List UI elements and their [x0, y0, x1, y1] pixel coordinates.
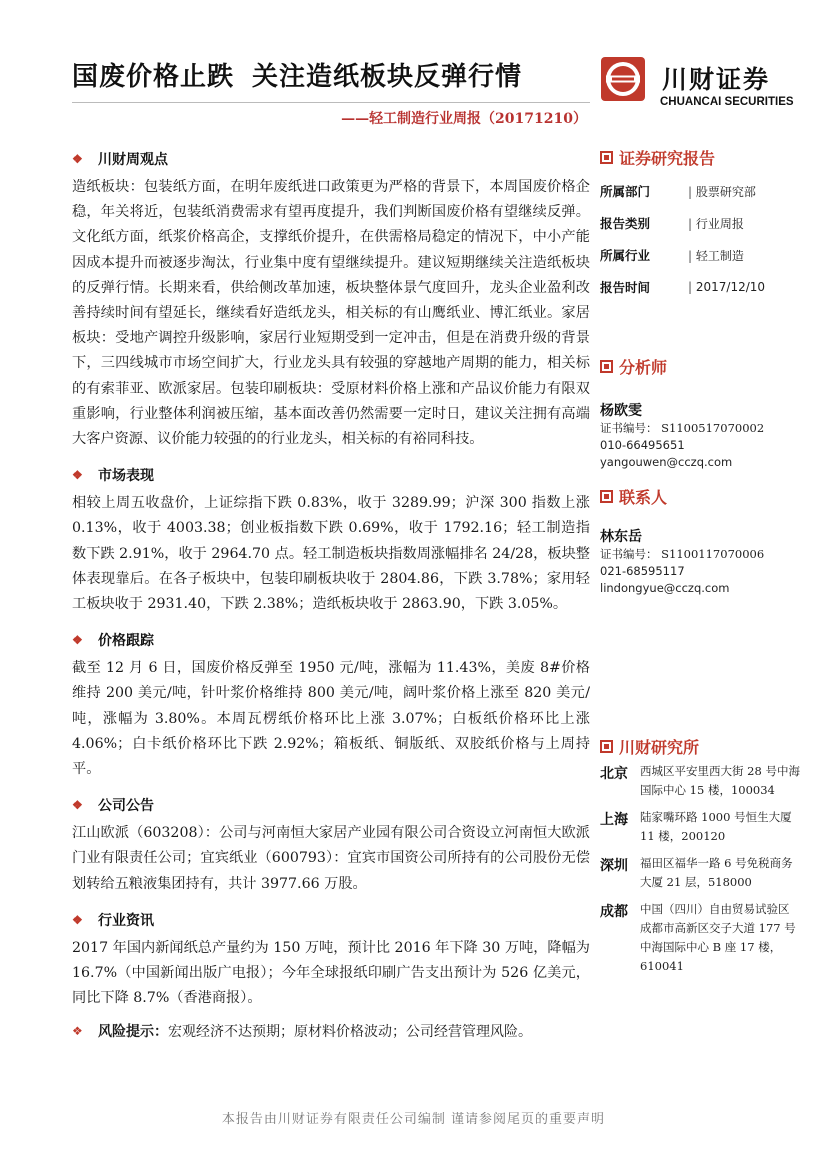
- analyst-email[interactable]: yangouwen@cczq.com: [600, 455, 733, 469]
- section-title: 川财周观点: [98, 152, 168, 168]
- info-key: 所属行业: [600, 248, 651, 263]
- contact-phone: 021-68595117: [600, 564, 685, 578]
- info-row-department: [600, 175, 800, 207]
- sidebar-heading-text: 联系人: [619, 488, 668, 507]
- logo-chinese-name: 川财证券: [662, 65, 771, 94]
- contact-cert: 证书编号： S1100117070006: [600, 547, 765, 561]
- section-heading-company: [72, 794, 590, 816]
- section-title: 公司公告: [98, 798, 154, 815]
- section-title: 价格跟踪: [98, 633, 154, 650]
- market-paragraph: 相较上周五收盘价，上证综指下跌 0.83%，收于 3289.99；沪深 300 指数上涨 0.13%，收于 4003.38；创业板指数下跌 0.69%，收于 1792.16；轻工制造指数下跌 2.91%，收于 2964.70 点。轻工制造板块指数周涨幅排名 24/28，板块整体表现靠后。在各子板块中，包装印刷板块收于 2804.86，下跌 3.78%；家用轻工板块收于 2931.40，下跌 2.38%；造纸板块收于 2863.90，下跌 3.05%。: [72, 495, 590, 613]
- section-heading-price: [72, 629, 590, 651]
- sidebar-heading-contact: [600, 485, 800, 508]
- diamond-bullet-icon: ❖: [72, 798, 83, 813]
- office-address: 中国（四川）自由贸易试验区成都市高新区交子大道 177 号中海国际中心 B 座 17 楼，610041: [640, 902, 796, 973]
- diamond-bullet-icon: ❖: [72, 633, 83, 648]
- office-chengdu: [600, 900, 800, 976]
- info-row-category: [600, 207, 800, 239]
- title-part-2: 关注造纸板块反弹行情: [252, 62, 523, 92]
- analyst-name: 杨欧雯: [600, 403, 642, 419]
- contact-name: 林东岳: [600, 529, 642, 545]
- section-heading-market: [72, 464, 590, 486]
- office-shenzhen: [600, 854, 800, 892]
- page-title: [72, 56, 522, 93]
- section-heading-industry: [72, 909, 590, 931]
- sidebar-heading-analyst: [600, 355, 800, 378]
- report-subtitle: ——轻工制造行业周报（20171210）: [341, 111, 587, 127]
- office-city: 深圳: [600, 858, 628, 874]
- square-bullet-icon: [600, 490, 613, 503]
- office-city: 上海: [600, 812, 628, 828]
- price-paragraph: 截至 12 月 6 日，国废价格反弹至 1950 元/吨，涨幅为 11.43%，美废 8#价格维持 200 美元/吨，针叶浆价格维持 800 美元/吨，阔叶浆价格上涨至 820 美元/吨，涨幅为 3.80%。本周瓦楞纸价格环比上涨 3.07%；白板纸价格环比上涨 4.06%；白卡纸价格环比下跌 2.92%；箱板纸、铜版纸、双胶纸价格与上周持平。: [72, 660, 590, 778]
- weekly-view-paragraph: 造纸板块：包装纸方面，在明年废纸进口政策更为严格的背景下，本周国废价格企稳，年关将近，包装纸消费需求有望再度提升，我们判断国废价格有望继续反弹。文化纸方面，纸浆价格高企，支撑纸价提升，在供需格局稳定的情况下，中小产能因成本提升而被逐步淘汰，行业集中度有望继续提升。建议短期继续关注造纸板块的反弹行情。长期来看，供给侧改革加速，板块整体景气度回升，龙头企业盈利改善持续时间有望延长，继续看好造纸龙头，相关标的有山鹰纸业、博汇纸业。家居板块：受地产调控升级影响，家居行业短期受到一定冲击，但是在消费升级的背景下，三四线城市市场空间扩大，行业龙头具有较强的穿越地产周期的能力，相关标的有索菲亚、欧派家居。包装印刷板块：受原材料价格上涨和产品议价能力有限双重影响，行业整体利润被压缩，基本面改善仍然需要一定时日，建议关注拥有高端大客户资源、议价能力较强的的行业龙头，相关标的有裕同科技。: [72, 179, 590, 448]
- office-shanghai: [600, 808, 800, 846]
- company-paragraph: 江山欧派（603208）：公司与河南恒大家居产业园有限公司合资设立河南恒大欧派门业有限责任公司；宜宾纸业（600793）：宜宾市国资公司所持有的公司股份无偿划转给五粮液集团持有，共计 3977.66 万股。: [72, 825, 590, 892]
- sidebar-heading-institute: [600, 735, 800, 758]
- diamond-bullet-icon: ❖: [72, 912, 83, 927]
- sidebar-heading-report: [600, 146, 800, 169]
- office-city: 北京: [600, 766, 628, 782]
- info-row-industry: [600, 239, 800, 271]
- analyst-cert: 证书编号： S1100517070002: [600, 421, 765, 435]
- info-key: 所属部门: [600, 184, 651, 199]
- square-bullet-icon: [600, 740, 613, 753]
- main-content: [72, 148, 590, 1041]
- contact-email[interactable]: lindongyue@cczq.com: [600, 581, 730, 595]
- title-part-1: 国废价格止跌: [72, 62, 235, 92]
- analyst-phone: 010-66495651: [600, 438, 685, 452]
- office-beijing: [600, 762, 800, 800]
- square-bullet-icon: [600, 360, 613, 373]
- logo-english-name: CHUANCAI SECURITIES: [660, 96, 794, 108]
- risk-text: 宏观经济不达预期；原材料价格波动；公司经营管理风险。: [168, 1024, 532, 1041]
- risk-label: 风险提示：: [98, 1024, 168, 1041]
- info-value: | 2017/12/10: [688, 280, 765, 294]
- header-divider: [72, 102, 590, 103]
- page-footer: 本报告由川财证券有限责任公司编制 谨请参阅尾页的重要声明: [221, 1112, 606, 1127]
- info-value: | 行业周报: [688, 215, 744, 232]
- info-value: | 轻工制造: [688, 247, 744, 264]
- diamond-bullet-icon: ❖: [72, 468, 83, 483]
- sidebar-heading-text: 川财研究所: [619, 738, 700, 757]
- industry-paragraph: 2017 年国内新闻纸总产量约为 150 万吨，预计比 2016 年下降 30 万吨，降幅为 16.7%（中国新闻出版广电报）；今年全球报纸印刷广告支出预计为 526 亿美元，同比下降 8.7%（香港商报）。: [72, 939, 590, 1007]
- info-value: | 股票研究部: [688, 183, 756, 200]
- office-address: 福田区福华一路 6 号免税商务大厦 21 层，518000: [640, 856, 793, 889]
- info-key: 报告时间: [600, 280, 651, 295]
- diamond-bullet-icon: ❖: [72, 152, 83, 166]
- info-row-date: [600, 271, 800, 303]
- office-address: 陆家嘴环路 1000 号恒生大厦 11 楼，200120: [640, 810, 792, 843]
- section-title: 行业资讯: [98, 912, 154, 929]
- risk-notice: [72, 1021, 590, 1041]
- section-heading-view: [72, 148, 590, 170]
- info-key: 报告类别: [600, 216, 651, 231]
- office-address: 西城区平安里西大街 28 号中海国际中心 15 楼，100034: [640, 764, 800, 797]
- diamond-bullet-icon: ❖: [72, 1024, 83, 1039]
- sidebar-heading-text: 证券研究报告: [619, 149, 716, 168]
- square-bullet-icon: [600, 151, 613, 164]
- sidebar-heading-text: 分析师: [619, 358, 668, 377]
- chuancai-logo-icon: [600, 56, 646, 102]
- office-city: 成都: [600, 904, 628, 920]
- section-title: 市场表现: [98, 468, 154, 485]
- sidebar: [600, 146, 800, 984]
